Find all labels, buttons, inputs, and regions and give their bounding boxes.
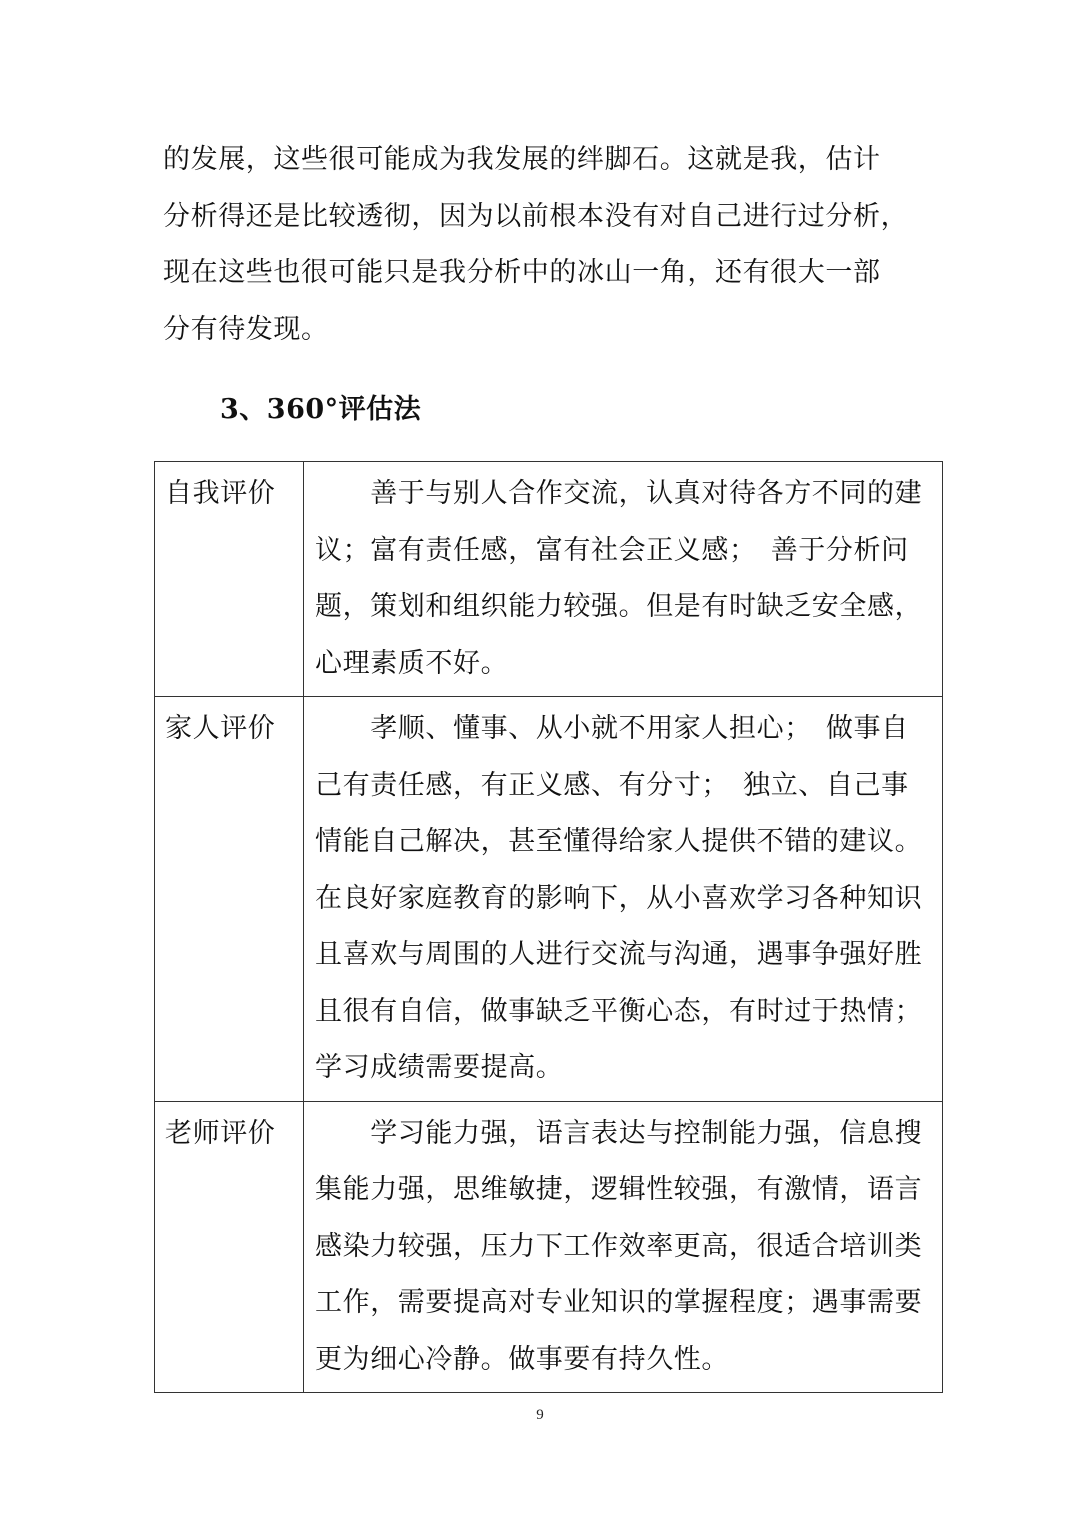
page-number: 9 <box>536 1407 544 1423</box>
content-line: 善于与别人合作交流，认真对待各方不同的建 <box>315 478 923 509</box>
content-line: 心理素质不好。 <box>315 647 509 679</box>
content-line: 学习成绩需要提高。 <box>315 1052 564 1083</box>
table-row <box>155 1101 943 1393</box>
intro-paragraph <box>163 132 953 358</box>
intro-line: 现在这些也很可能只是我分析中的冰山一角，还有很大一部 <box>163 257 881 288</box>
content-line: 在良好家庭教育的影响下，从小喜欢学习各种知识 <box>315 882 923 914</box>
intro-line: 分有待发现。 <box>163 313 329 345</box>
content-line: 题，策划和组织能力较强。但是有时缺乏安全感， <box>315 591 923 622</box>
content-line: 更为细心冷静。做事要有持久性。 <box>315 1343 729 1375</box>
content-line: 情能自己解决，甚至懂得给家人提供不错的建议。 <box>315 826 923 857</box>
table-row <box>155 697 943 1102</box>
table-row <box>155 462 943 697</box>
content-line: 且很有自信，做事缺乏平衡心态，有时过于热情； <box>315 995 923 1027</box>
row-content <box>304 1101 943 1393</box>
content-line: 且喜欢与周围的人进行交流与沟通，遇事争强好胜 <box>315 939 923 970</box>
content-line: 议；富有责任感，富有社会正义感； 善于分析问 <box>315 534 909 566</box>
row-label: 老师评价 <box>155 1101 304 1393</box>
row-content <box>304 462 943 697</box>
intro-line: 分析得还是比较透彻，因为以前根本没有对自己进行过分析， <box>163 200 909 232</box>
section-heading: 3、360°评估法 <box>220 394 422 425</box>
content-line: 孝顺、懂事、从小就不用家人担心； 做事自 <box>315 713 909 744</box>
row-content <box>304 697 943 1102</box>
content-line: 工作，需要提高对专业知识的掌握程度；遇事需要 <box>315 1287 923 1318</box>
evaluation-table <box>154 461 943 1393</box>
content-line: 感染力较强，压力下工作效率更高，很适合培训类 <box>315 1230 923 1262</box>
content-line: 己有责任感，有正义感、有分寸； 独立、自己事 <box>315 769 909 801</box>
row-label: 自我评价 <box>155 462 304 697</box>
row-label: 家人评价 <box>155 697 304 1102</box>
content-line: 学习能力强，语言表达与控制能力强，信息搜 <box>315 1117 923 1149</box>
intro-line: 的发展，这些很可能成为我发展的绊脚石。这就是我，估计 <box>163 144 881 175</box>
content-line: 集能力强，思维敏捷，逻辑性较强，有激情，语言 <box>315 1174 923 1205</box>
